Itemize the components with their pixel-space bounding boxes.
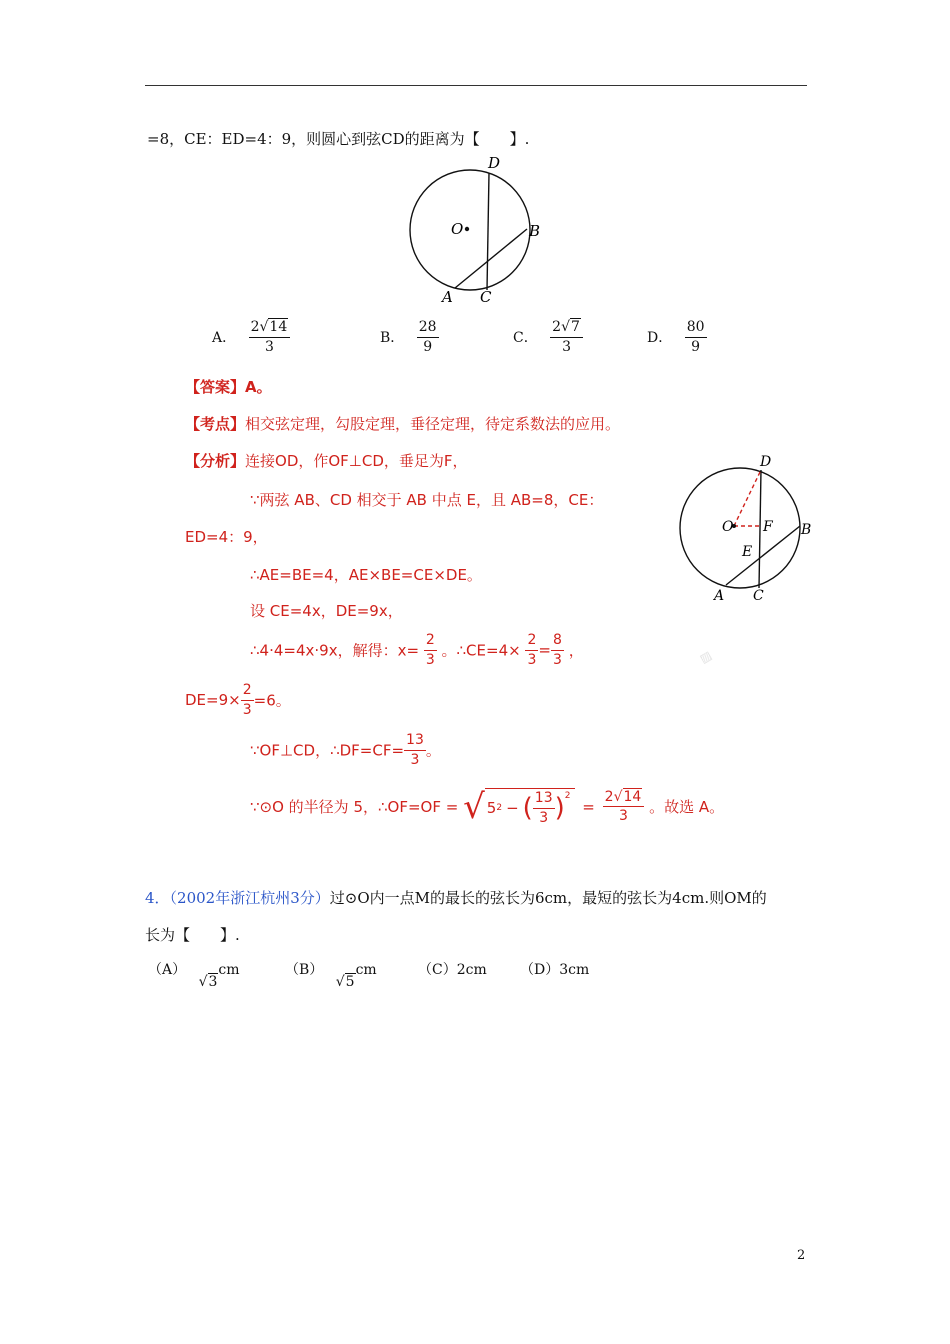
- label-o: O: [451, 220, 464, 238]
- solution-line1: ∵两弦 AB、CD 相交于 AB 中点 E，且 AB=8，CE：: [250, 491, 604, 509]
- answer-line: 【答案】A。: [185, 378, 272, 396]
- label-e: E: [742, 544, 753, 560]
- q4-option-a: （A） √3cm: [148, 962, 240, 990]
- label-d: D: [488, 154, 501, 172]
- solution-line2: ED=4：9，: [185, 528, 268, 546]
- q3-option-a: A． $\frac{2√14}{3}$: [212, 320, 290, 354]
- label-c: C: [480, 288, 492, 306]
- watermark: ▨: [697, 648, 715, 666]
- q3-option-b: B． $\frac{28}{9}$: [380, 319, 437, 355]
- chord-cd: [487, 173, 489, 290]
- kaodian-line: 【考点】相交弦定理，勾股定理，垂径定理，待定系数法的应用。: [185, 415, 621, 433]
- label-f: F: [763, 519, 773, 535]
- q4-stem-line2: 长为【 】.: [145, 926, 240, 944]
- solution-line7: ∵OF⊥CD，∴DF=CF= $\frac{13}{3}$ 。: [250, 732, 441, 768]
- label-b: B: [801, 522, 812, 538]
- label-a: A: [442, 288, 453, 306]
- label-c: C: [753, 588, 764, 604]
- q3-circle-diagram: [400, 150, 560, 310]
- q3-option-d: D． $\frac{80}{9}$: [647, 319, 705, 355]
- chord-cd: [759, 470, 761, 588]
- solution-line4: 设 CE=4x，DE=9x，: [250, 602, 403, 620]
- sqrt-expression: √ 5 2 − ( $\frac{13}{3}$ ) $^2$: [463, 788, 574, 825]
- label-d: D: [760, 454, 772, 470]
- label-o: O: [722, 519, 734, 535]
- circle-o: [410, 170, 530, 290]
- center-dot: [465, 227, 469, 231]
- q3-stem: =8，CE：ED=4：9，则圆心到弦CD的距离为【 】.: [147, 130, 530, 148]
- label-a: A: [714, 588, 725, 604]
- fenxi-line: 【分析】连接OD，作OF⊥CD，垂足为F，: [185, 452, 468, 470]
- segment-od: [734, 470, 761, 526]
- solution-line5: ∴4·4=4x·9x，解得：x= $\frac{2}{3}$ 。∴CE=4× $\frac{2}{3}$ = $\frac{8}{3}$ ，: [250, 632, 584, 668]
- q4-stem-line1: 4．（2002年浙江杭州3分）过⊙O内一点M的最长的弦长为6cm，最短的弦长为4cm.则OM的: [145, 889, 767, 907]
- q4-option-d: （D）3cm: [520, 962, 590, 978]
- circle-o: [680, 468, 800, 588]
- q3-option-c: C． $\frac{2√7}{3}$: [513, 320, 583, 354]
- header-rule: [145, 85, 807, 86]
- solution-circle-diagram: [670, 450, 820, 610]
- solution-line8: ∵⊙O 的半径为 5，∴OF=OF = √ 5 2 − ( $\frac{13}{3}$ ) $^2$ = $\frac{2√14}{3}$ 。故选 A。: [250, 786, 725, 827]
- solution-line6: DE=9× $\frac{2}{3}$ =6。: [185, 682, 291, 718]
- solution-line3: ∴AE=BE=4，AE×BE=CE×DE。: [250, 566, 482, 584]
- label-b: B: [529, 222, 541, 240]
- page-number: 2: [797, 1248, 806, 1263]
- chord-ab: [455, 229, 527, 288]
- q4-option-b: （B） √5cm: [285, 962, 377, 990]
- q4-option-c: （C）2cm: [418, 962, 487, 978]
